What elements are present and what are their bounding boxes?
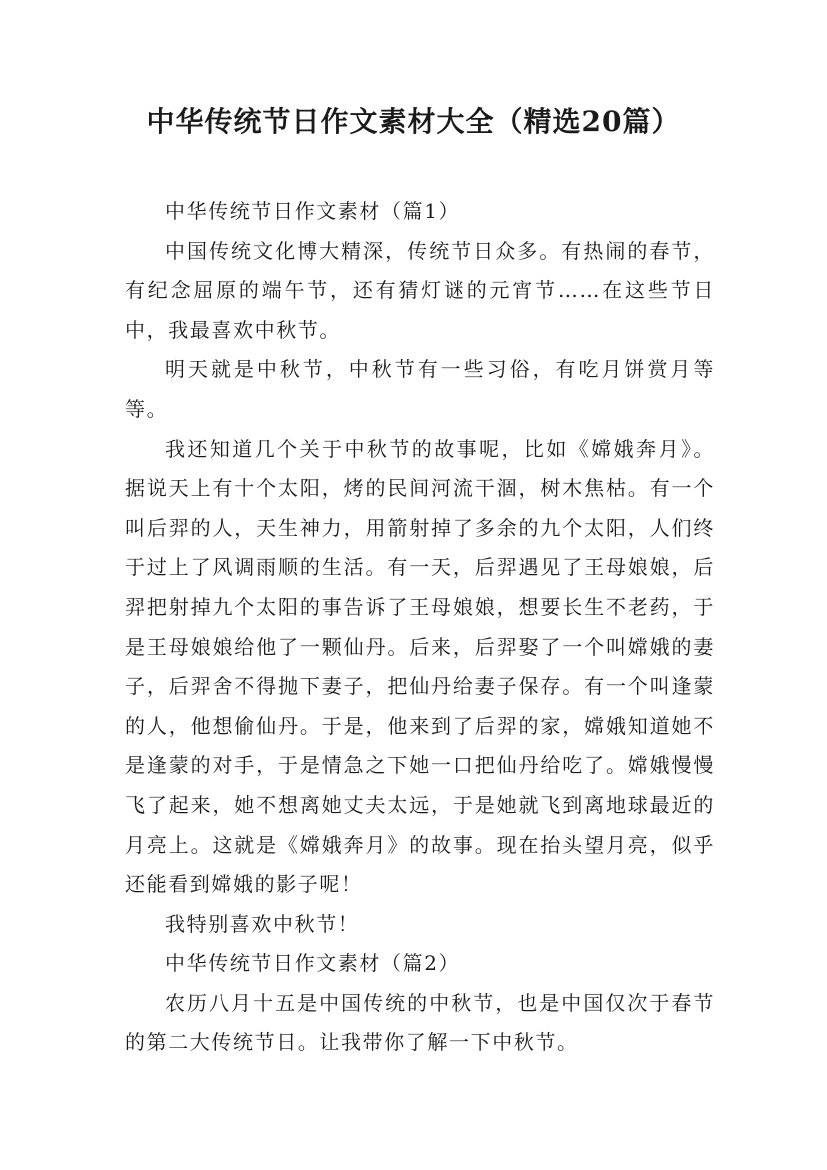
paragraph: 我还知道几个关于中秋节的故事呢，比如《嫦娥奔月》。据说天上有十个太阳，烤的民间河流干涸，树木焦枯。有一个叫后羿的人，天生神力，用箭射掉了多余的九个太阳，人们终于过上了风调雨顺的生活。有一天，后羿遇见了王母娘娘，后羿把射掉九个太阳的事告诉了王母娘娘，想要长生不老药，于是王母娘娘给他了一颗仙丹。后来，后羿娶了一个叫嫦娥的妻子，后羿舍不得抛下妻子，把仙丹给妻子保存。有一个叫逢蒙的人，他想偷仙丹。于是，他来到了后羿的家，嫦娥知道她不是逢蒙的对手，于是情急之下她一口把仙丹给吃了。嫦娥慢慢飞了起来，她不想离她丈夫太远，于是她就飞到离地球最近的月亮上。这就是《嫦娥奔月》的故事。现在抬头望月亮，似乎还能看到嫦娥的影子呢！ <box>125 436 715 897</box>
paragraph: 我特别喜欢中秋节！ <box>165 911 360 936</box>
document-title: 中华传统节日作文素材大全（精选20篇） <box>146 105 681 138</box>
section-heading-1: 中华传统节日作文素材（篇1） <box>165 199 461 223</box>
section-heading-2: 中华传统节日作文素材（篇2） <box>165 951 461 976</box>
paragraph: 中国传统文化博大精深，传统节日众多。有热闹的春节，有纪念屈原的端午节，还有猜灯谜的元宵节……在这些节日中，我最喜欢中秋节。 <box>125 238 715 342</box>
paragraph: 农历八月十五是中国传统的中秋节，也是中国仅次于春节的第二大传统节日。让我带你了解一下中秋节。 <box>125 990 715 1055</box>
paragraph: 明天就是中秋节，中秋节有一些习俗，有吃月饼赏月等等。 <box>125 357 715 421</box>
document-body <box>125 192 715 1063</box>
